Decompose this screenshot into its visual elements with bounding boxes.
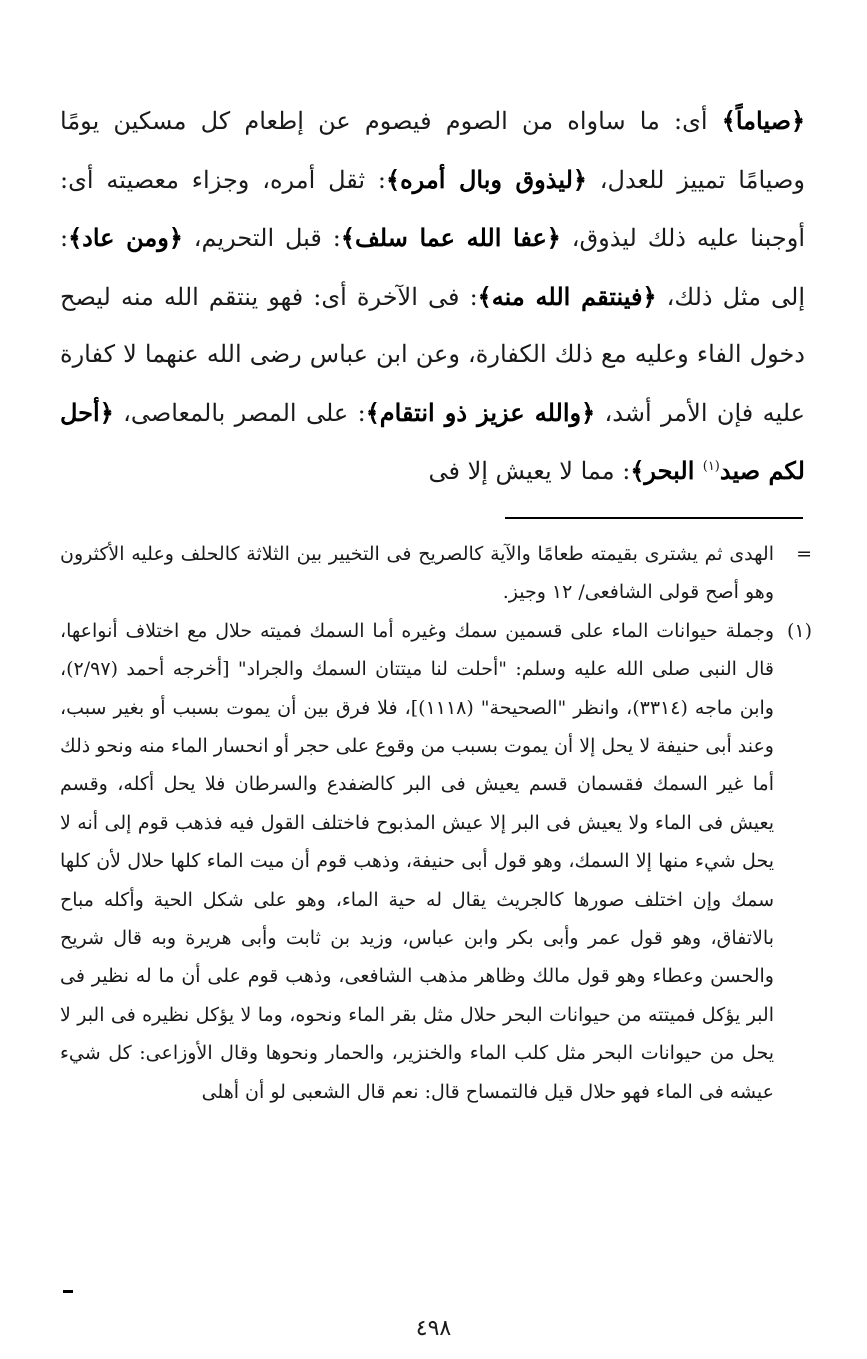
- commentary-text: : على المصر بالمعاصى،: [113, 398, 366, 427]
- quran-bracket-close: ﴾: [365, 397, 380, 427]
- commentary-text: : قبل التحريم،: [182, 224, 341, 252]
- commentary-text: : فى الآخرة أى: فهو ينتقم الله منه ليصح دخول الفاء وعليه مع ذلك الكفارة، وعن ابن عباس رضى الله عنهما لا كفارة عليه فإن الأمر أشد،: [60, 282, 806, 427]
- quran-bracket-open: ﴿: [790, 106, 806, 135]
- quran-phrase-al-bahr: البحر: [644, 456, 703, 485]
- footnote-reference-1[interactable]: (١): [702, 459, 720, 474]
- quran-phrase-siyaman: صياماً: [735, 106, 791, 135]
- quran-bracket-close: ﴾: [68, 223, 83, 252]
- commentary-text: : ثقل أمره، وجزاء معصيته أى: أوجبنا عليه ذلك ليذوق،: [60, 165, 806, 252]
- quran-phrase-uhilla-lakum: أحل لكم صيد: [60, 397, 805, 485]
- quran-phrase-liyadhuqa: ليذوق وبال أمره: [400, 164, 573, 194]
- quran-bracket-close: ﴾: [340, 223, 355, 252]
- commentary-text: أى: ما ساواه من الصوم فيصوم عن إطعام كل مسكين يومًا وصيامًا تمييز للعدل،: [60, 107, 805, 194]
- footnote-text: وجملة حيوانات الماء على قسمين سمك وغيره أما السمك فميته حلال مع اختلاف أنواعها، قال النبى صلى الله عليه وسلم: "أحلت لنا ميتتان السمك والجراد" [أخرجه أحمد (٢/٩٧)، وابن ماجه (٣٣١٤)، وانظر "الصحيحة" (١١١٨)]، فلا فرق بين أن يموت بسبب أو بغير سبب، وعند أبى حنيفة لا يحل إلا أن يموت بسبب من وقوع على حجر أو انحسار الماء منه ونحو ذلك أما غير السمك فقسمان قسم يعيش فى البر كالضفدع والسرطان فلا يحل أكله، وقسم يعيش فى الماء ولا يعيش فى البر إلا عيش المذبوح فاختلف القول فيه فذهب قوم إلى أنه لا يحل شيء منها إلا السمك، وهو قول أبى حنيفة، وذهب قوم أن ميت الماء كلها حلال لأن كلها سمك وإن اختلف صورها كالجريث يقال له حية الماء، وهو على شكل الحية وأكله مباح بالاتفاق، وهو قول عمر وأبى بكر وابن عباس، وزيد بن ثابت وأبى هريرة وبه قال شريح والحسن وعطاء وهو قول مالك وظاهر مذهب الشافعى، وذهب قوم على أن ما له نظير فى البر يؤكل فميتته من حيوانات البحر حلال مثل بقر الماء ونحوه، وما لا يؤكل نظيره فى البر لا يحل من حيوانات البحر مثل كلب الماء والخنزير، والحمار ونحوها وقال الأوزاعى: كل شيء عيشه فى الماء فهو حلال قيل فالتمساح قال: نعم قال الشعبى لو أن أهلى: [60, 619, 774, 1103]
- quran-bracket-open: ﴿: [581, 397, 596, 427]
- footnote-1: [60, 612, 812, 1111]
- quran-bracket-open: ﴿: [642, 281, 657, 311]
- quran-phrase-fayantaqimu: فينتقم الله منه: [491, 281, 643, 311]
- quran-phrase-afa-allah: عفا الله عما سلف: [354, 223, 547, 252]
- quran-bracket-close: ﴾: [721, 106, 736, 135]
- quran-bracket-open: ﴿: [168, 223, 183, 252]
- quran-bracket-close: ﴾: [630, 456, 645, 485]
- quran-bracket-open: ﴿: [572, 164, 587, 194]
- continuation-mark: =: [796, 543, 812, 565]
- footnote-text: الهدى ثم يشترى بقيمته طعامًا والآية كالصريح فى التخيير بين الثلاثة كالحلف وعليه الأكثرون وهو أصح قولى الشافعى/ ١٢ وجيز.: [60, 543, 774, 604]
- quran-phrase-wallahu-aziz: والله عزيز ذو انتقام: [379, 397, 582, 427]
- footnote-separator: [505, 517, 803, 519]
- continued-marker: [63, 1290, 73, 1293]
- footnotes: [60, 535, 812, 1111]
- commentary-text: : مما لا يعيش إلا فى: [428, 457, 631, 485]
- page-number: ٤٩٨: [415, 1316, 452, 1341]
- quran-bracket-open: ﴿: [546, 223, 561, 252]
- quran-bracket-close: ﴾: [477, 281, 492, 311]
- footnote-continuation: [60, 535, 812, 612]
- commentary-text: : إلى مثل ذلك،: [60, 224, 806, 311]
- main-text: [60, 92, 805, 501]
- quran-bracket-close: ﴾: [386, 164, 401, 194]
- footnote-1-mark: (١): [786, 619, 812, 642]
- quran-bracket-open: ﴿: [99, 397, 114, 427]
- quran-phrase-wa-man-ada: ومن عاد: [82, 223, 169, 252]
